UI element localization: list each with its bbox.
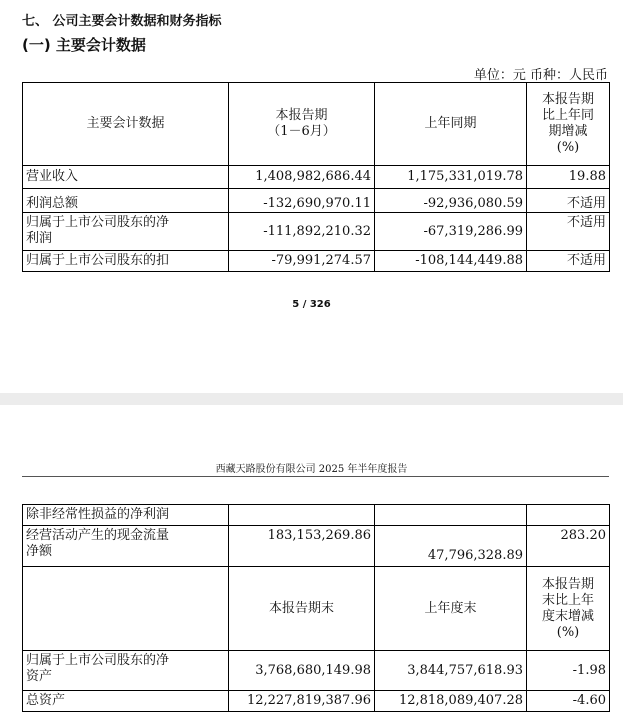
header-change-line1: 本报告期 <box>541 92 594 107</box>
row-label-line1: 归属于上市公司股东的净 <box>26 215 170 230</box>
row-change-value: 283.20 <box>527 526 610 567</box>
subsection-title: (一) 主要会计数据 <box>22 36 146 54</box>
header-change-line2: 比上年同 <box>541 108 594 123</box>
section-title: 七、 公司主要会计数据和财务指标 <box>22 14 222 29</box>
header-prior-year-end: 上年度末 <box>375 567 527 651</box>
row-change-value: 19.88 <box>527 166 610 189</box>
row-change-value: 不适用 <box>527 251 610 272</box>
row-label <box>23 526 229 567</box>
header-change-line3: 度末增减 <box>541 608 594 624</box>
header-change-line3: 期增减 <box>548 124 588 139</box>
row-current-value: 1,408,982,686.44 <box>229 166 375 189</box>
accounting-data-table-1 <box>22 82 610 272</box>
row-label <box>23 213 229 251</box>
accounting-data-table-2 <box>22 504 610 712</box>
row-label-line2: 资产 <box>26 669 53 684</box>
row-change-value: 不适用 <box>527 189 610 213</box>
header-current-period-line2: （1－6月） <box>267 124 336 139</box>
table-row <box>23 691 610 712</box>
row-label: 利润总额 <box>23 189 229 213</box>
row-label <box>23 651 229 691</box>
page-number: 5 / 326 <box>292 299 331 310</box>
row-label-line1: 归属于上市公司股东的净 <box>26 653 170 668</box>
row-change-value: -4.60 <box>527 691 610 712</box>
unit-line: 单位：元 币种：人民币 <box>473 68 608 83</box>
row-label-line2: 净额 <box>26 544 53 559</box>
header-rule <box>22 476 609 477</box>
empty-cell <box>23 567 229 651</box>
row-change-value: 不适用 <box>527 213 610 251</box>
table-row <box>23 189 610 213</box>
header-current-period <box>229 83 375 166</box>
row-label-line2: 利润 <box>26 231 53 246</box>
row-label: 归属于上市公司股东的扣 <box>23 251 229 272</box>
table-row <box>23 213 610 251</box>
table-row <box>23 651 610 691</box>
report-title: 西藏天路股份有限公司 2025 年半年度报告 <box>215 464 408 475</box>
row-prior-value: -67,319,286.99 <box>375 213 527 251</box>
header-change-line1: 本报告期 <box>541 576 594 592</box>
row-label: 总资产 <box>23 691 229 712</box>
header-change-line2: 末比上年 <box>541 592 594 608</box>
table2-header-row <box>23 567 610 651</box>
row-prior-value: 47,796,328.89 <box>375 526 527 567</box>
table1-header-row <box>23 83 610 166</box>
row-current-value: -111,892,210.32 <box>229 213 375 251</box>
row-label: 营业收入 <box>23 166 229 189</box>
table-row <box>23 526 610 567</box>
header-change <box>527 567 610 651</box>
header-current-period-line1: 本报告期 <box>275 108 328 123</box>
row-current-value: 12,227,819,387.96 <box>229 691 375 712</box>
header-change <box>527 83 610 166</box>
row-current-value: -79,991,274.57 <box>229 251 375 272</box>
row-prior-value: 12,818,089,407.28 <box>375 691 527 712</box>
page-break <box>0 393 623 405</box>
empty-cell <box>527 505 610 526</box>
empty-cell <box>229 505 375 526</box>
table-row <box>23 251 610 272</box>
row-prior-value: 1,175,331,019.78 <box>375 166 527 189</box>
table-row <box>23 505 610 526</box>
row-current-value: -132,690,970.11 <box>229 189 375 213</box>
header-period-end: 本报告期末 <box>229 567 375 651</box>
row-prior-value: -92,936,080.59 <box>375 189 527 213</box>
empty-cell <box>375 505 527 526</box>
row-change-value: -1.98 <box>527 651 610 691</box>
row-prior-value: -108,144,449.88 <box>375 251 527 272</box>
row-label: 除非经常性损益的净利润 <box>23 505 229 526</box>
row-current-value: 3,768,680,149.98 <box>229 651 375 691</box>
header-prior-period: 上年同期 <box>375 83 527 166</box>
table-row <box>23 166 610 189</box>
row-current-value: 183,153,269.86 <box>229 526 375 567</box>
row-label-line1: 经营活动产生的现金流量 <box>26 528 170 543</box>
header-change-line4: (%) <box>556 624 580 640</box>
header-main-data: 主要会计数据 <box>23 83 229 166</box>
row-prior-value: 3,844,757,618.93 <box>375 651 527 691</box>
header-change-line4: (%) <box>556 140 580 155</box>
